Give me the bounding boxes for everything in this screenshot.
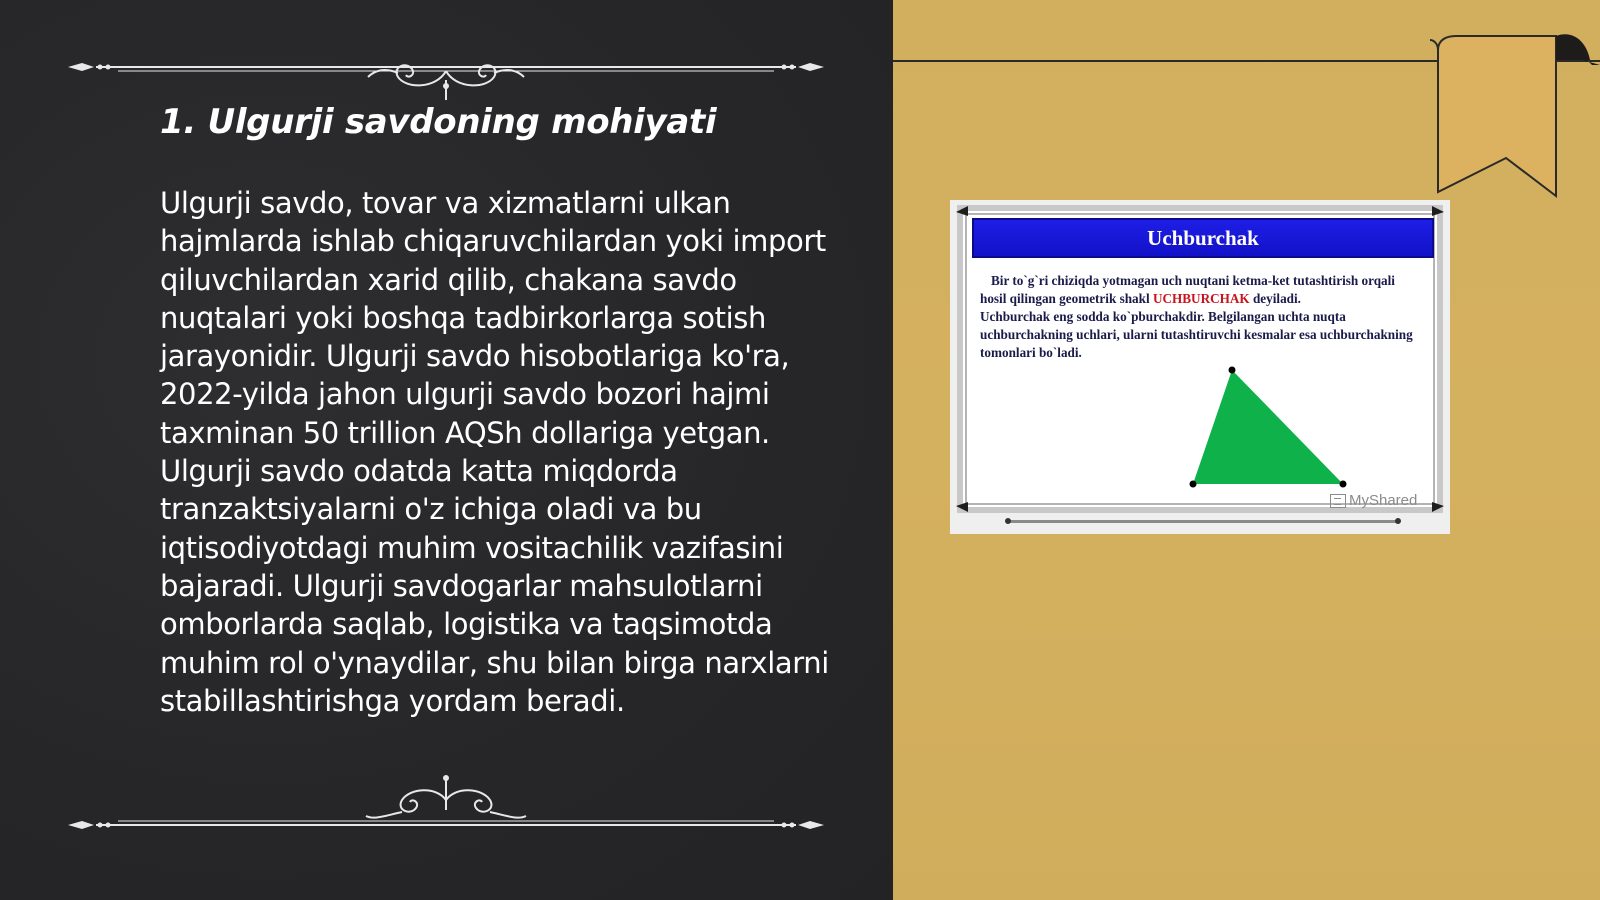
card-text-second: Uchburchak eng sodda ko`pburchakdir. Belgilangan uchta nuqta uchburchakning uchlari, ularni tutashtiruvchi kesmalar esa uchburchakning tomonlari bo`ladi. [980,309,1413,360]
top-ornament-divider [68,40,824,100]
card-title: Uchburchak [1147,225,1259,250]
slide-body-text: Ulgurji savdo, tovar va xizmatlarni ulkan hajmlarda ishlab chiqaruvchilardan yoki import qiluvchilardan xarid qilib, chakana savdo nuqtalari yoki boshqa tadbirkorlarga sotish jarayonidir. Ulgurji savdo hisobotlariga ko'ra, 2022-yilda jahon ulgurji savdo bozori hajmi taxminan 50 trillion AQSh dollariga yetgan. Ulgurji savdo odatda katta miqdorda tranzaktsiyalarni o'z ichiga oladi va bu iqtisodiyotdagi muhim vositachilik vazifasini bajaradi. Ulgurji savdogarlar mahsulotlarni omborlarda saqlab, logistika va taqsimotda muhim rol o'ynaydilar, shu bilan birga narxlarni stabillashtirishga yordam beradi. [160,186,829,718]
bookmark-ribbon-icon [1430,30,1600,200]
presentation-icon [1330,494,1346,508]
card-highlight-term: UCHBURCHAK [1152,291,1250,306]
slide-title: 1. Ulgurji savdoning mohiyati [160,102,717,142]
card-title-bar [972,218,1434,258]
watermark [1330,492,1417,509]
card-definition-text [980,272,1420,362]
bottom-ornament-divider [68,772,824,832]
card-text-part2: deyiladi. [1249,291,1301,306]
watermark-label: MyShared [1349,492,1418,509]
card-text-part1: Bir to`g`ri chiziqda yotmagan uch nuqtani ketma-ket tutashtirish orqali hosil qilingan geometrik shakl [980,273,1395,306]
image-card-whiteboard [950,200,1450,534]
